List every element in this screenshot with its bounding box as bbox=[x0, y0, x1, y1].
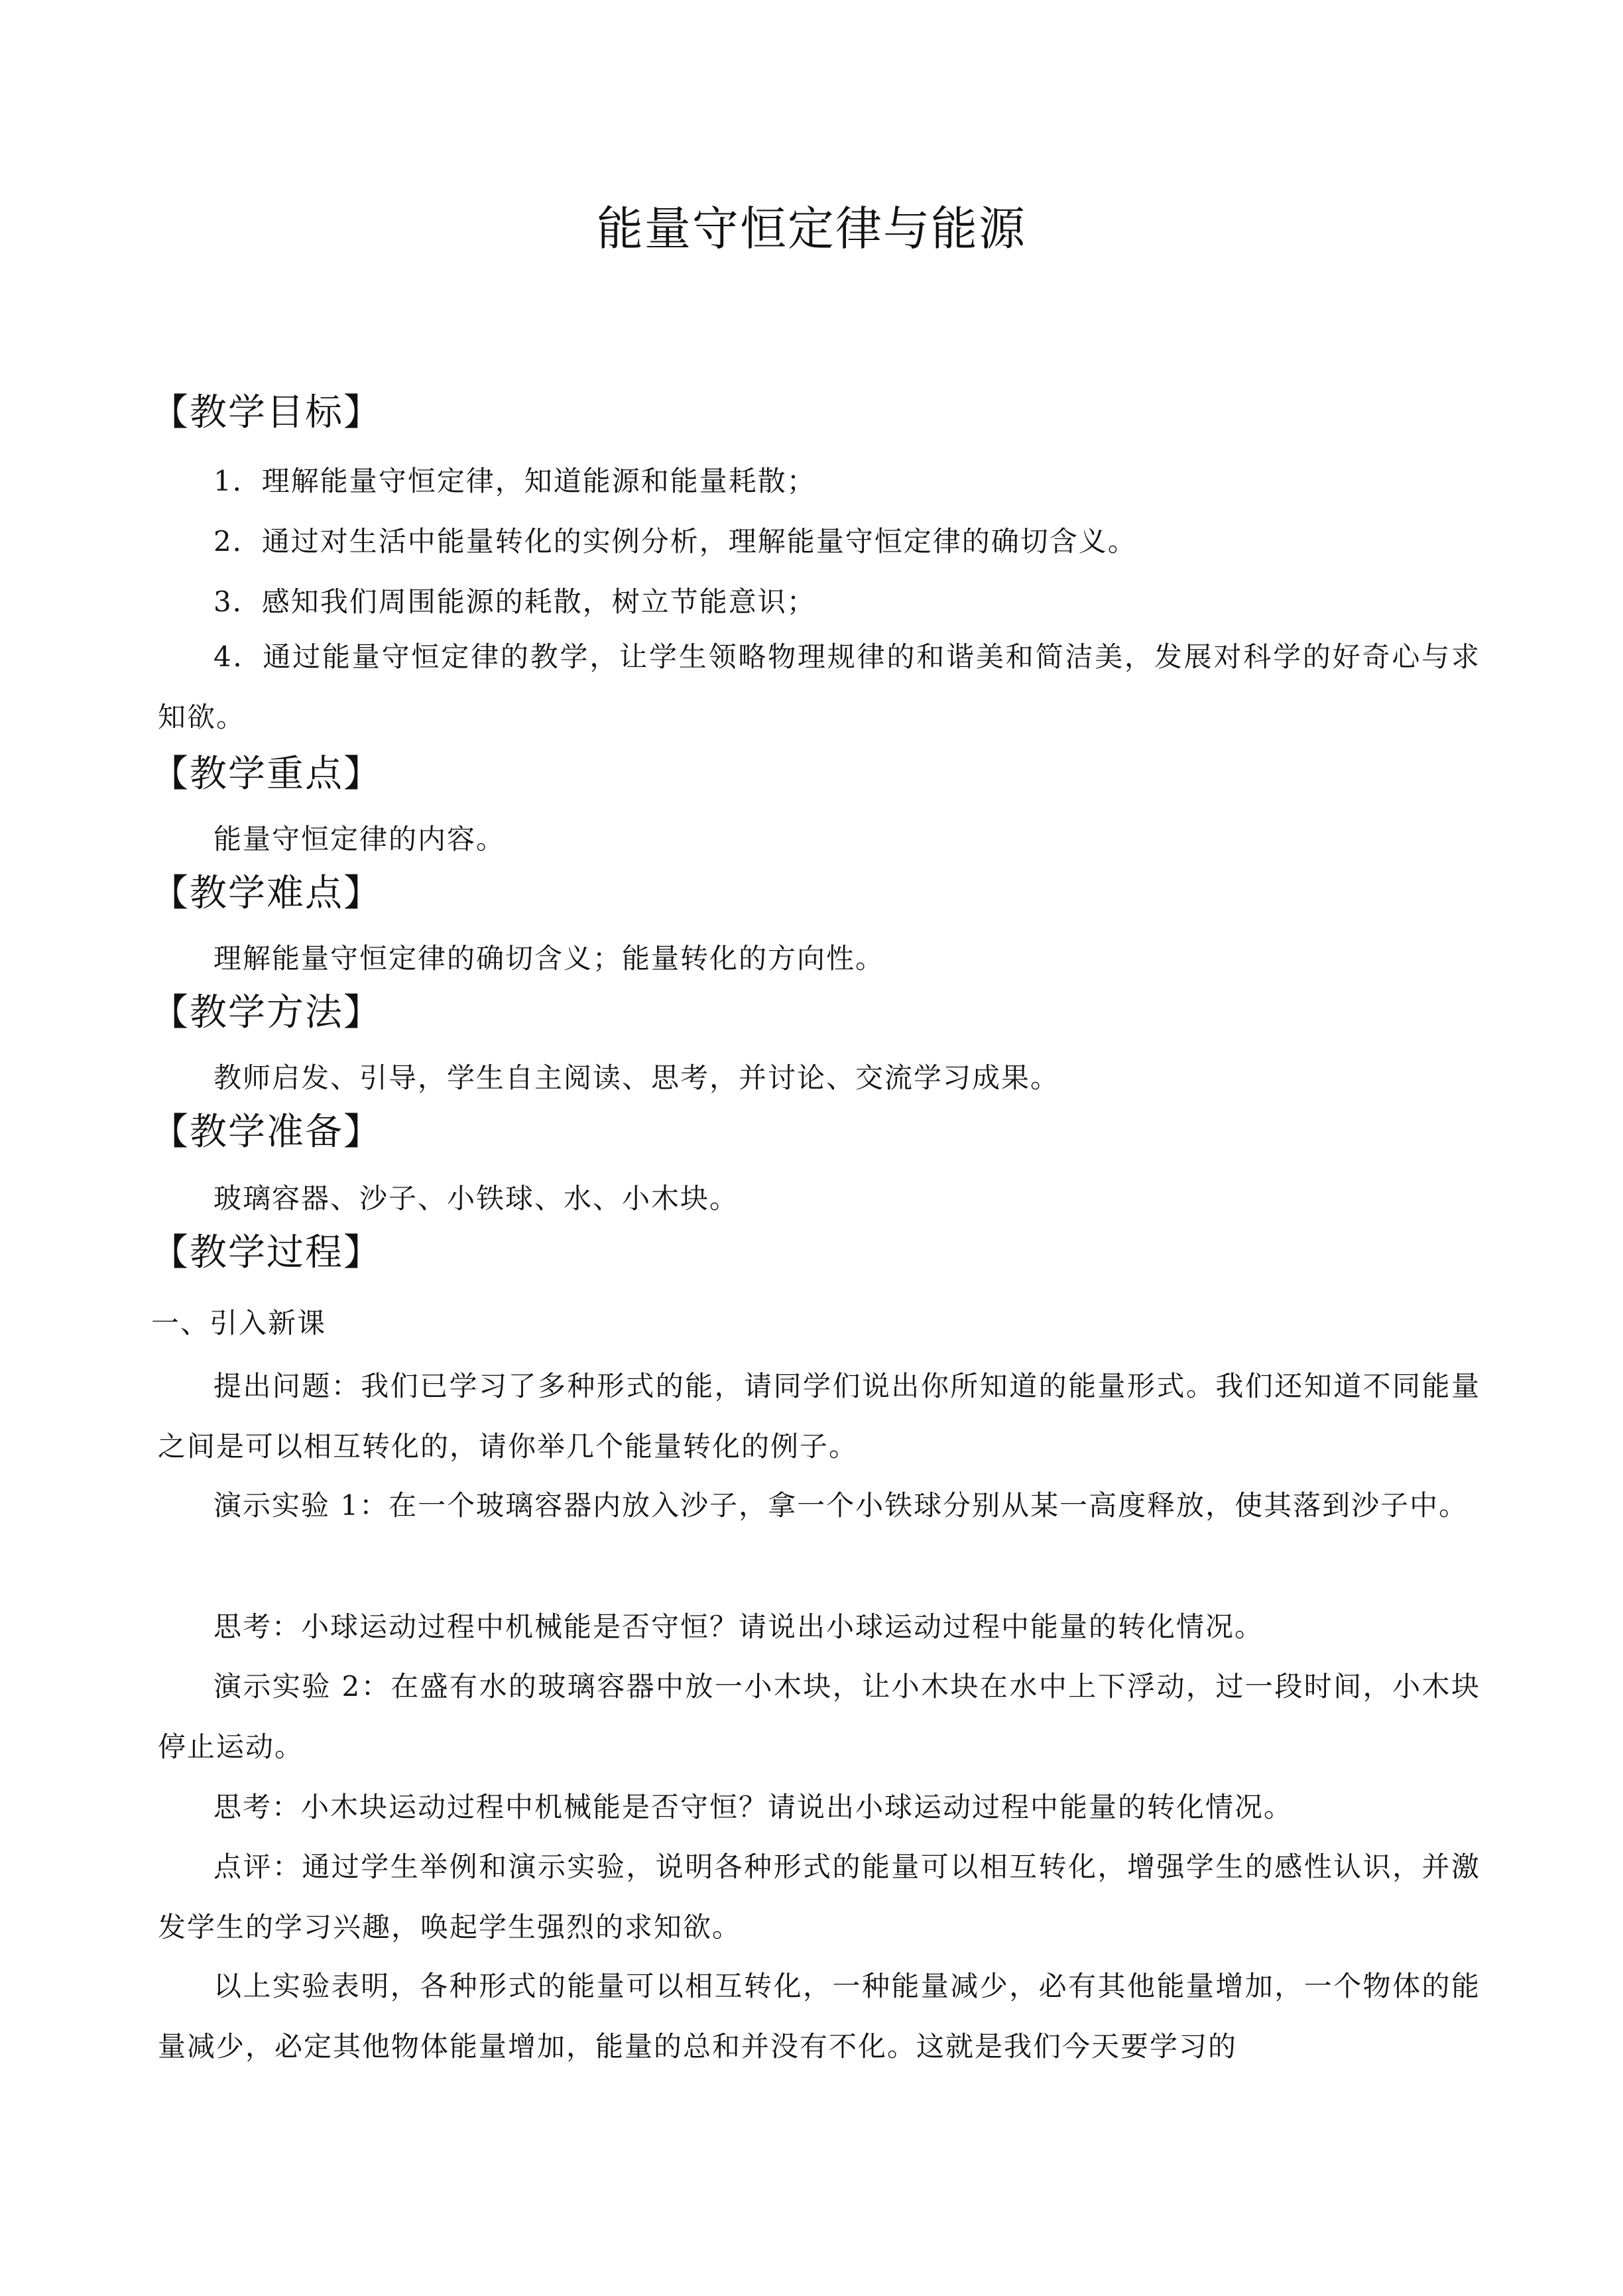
difficulties-text: 理解能量守恒定律的确切含义；能量转化的方向性。 bbox=[213, 942, 885, 975]
heading-methods: 【教学方法】 bbox=[151, 991, 382, 1034]
key-points-text: 能量守恒定律的内容。 bbox=[213, 823, 506, 855]
methods-text: 教师启发、引导，学生自主阅读、思考，并讨论、交流学习成果。 bbox=[213, 1061, 1060, 1094]
objective-item: 2．通过对生活中能量转化的实例分析，理解能量守恒定律的确切含义。 bbox=[213, 525, 1137, 558]
heading-key-points: 【教学重点】 bbox=[151, 753, 382, 796]
process-paragraph: 思考：小木块运动过程中机械能是否守恒？请说出小球运动过程中能量的转化情况。 bbox=[213, 1791, 1293, 1823]
objective-item: 1．理解能量守恒定律，知道能源和能量耗散； bbox=[213, 465, 816, 497]
process-paragraph: 点评：通过学生举例和演示实验，说明各种形式的能量可以相互转化，增强学生的感性认识，并激发学生的学习兴趣，唤起学生强烈的求知欲。 bbox=[158, 1850, 1480, 1943]
objective-item: 4．通过能量守恒定律的教学，让学生领略物理规律的和谐美和简洁美，发展对科学的好奇心与求知欲。 bbox=[158, 640, 1480, 733]
heading-objectives: 【教学目标】 bbox=[151, 391, 382, 434]
process-paragraph: 演示实验 1：在一个玻璃容器内放入沙子，拿一个小铁球分别从某一高度释放，使其落到沙子中。 bbox=[213, 1489, 1469, 1522]
process-paragraph: 提出问题：我们已学习了多种形式的能，请同学们说出你所知道的能量形式。我们还知道不同能量之间是可以相互转化的，请你举几个能量转化的例子。 bbox=[158, 1370, 1480, 1463]
heading-difficulties: 【教学难点】 bbox=[151, 872, 382, 915]
heading-process: 【教学过程】 bbox=[151, 1231, 382, 1274]
heading-preparation: 【教学准备】 bbox=[151, 1111, 382, 1154]
process-paragraph: 思考：小球运动过程中机械能是否守恒？请说出小球运动过程中能量的转化情况。 bbox=[213, 1610, 1264, 1643]
preparation-text: 玻璃容器、沙子、小铁球、水、小木块。 bbox=[213, 1182, 739, 1215]
process-paragraph: 演示实验 2：在盛有水的玻璃容器中放一小木块，让小木块在水中上下浮动，过一段时间，小木块停止运动。 bbox=[158, 1670, 1480, 1763]
section-heading: 一、引入新课 bbox=[151, 1307, 327, 1339]
process-paragraph: 以上实验表明，各种形式的能量可以相互转化，一种能量减少，必有其他能量增加，一个物体的能量减少，必定其他物体能量增加，能量的总和并没有不化。这就是我们今天要学习的 bbox=[158, 1970, 1480, 2063]
objective-item: 3．感知我们周围能源的耗散，树立节能意识； bbox=[213, 585, 816, 618]
document-title: 能量守恒定律与能源 bbox=[597, 202, 1026, 256]
